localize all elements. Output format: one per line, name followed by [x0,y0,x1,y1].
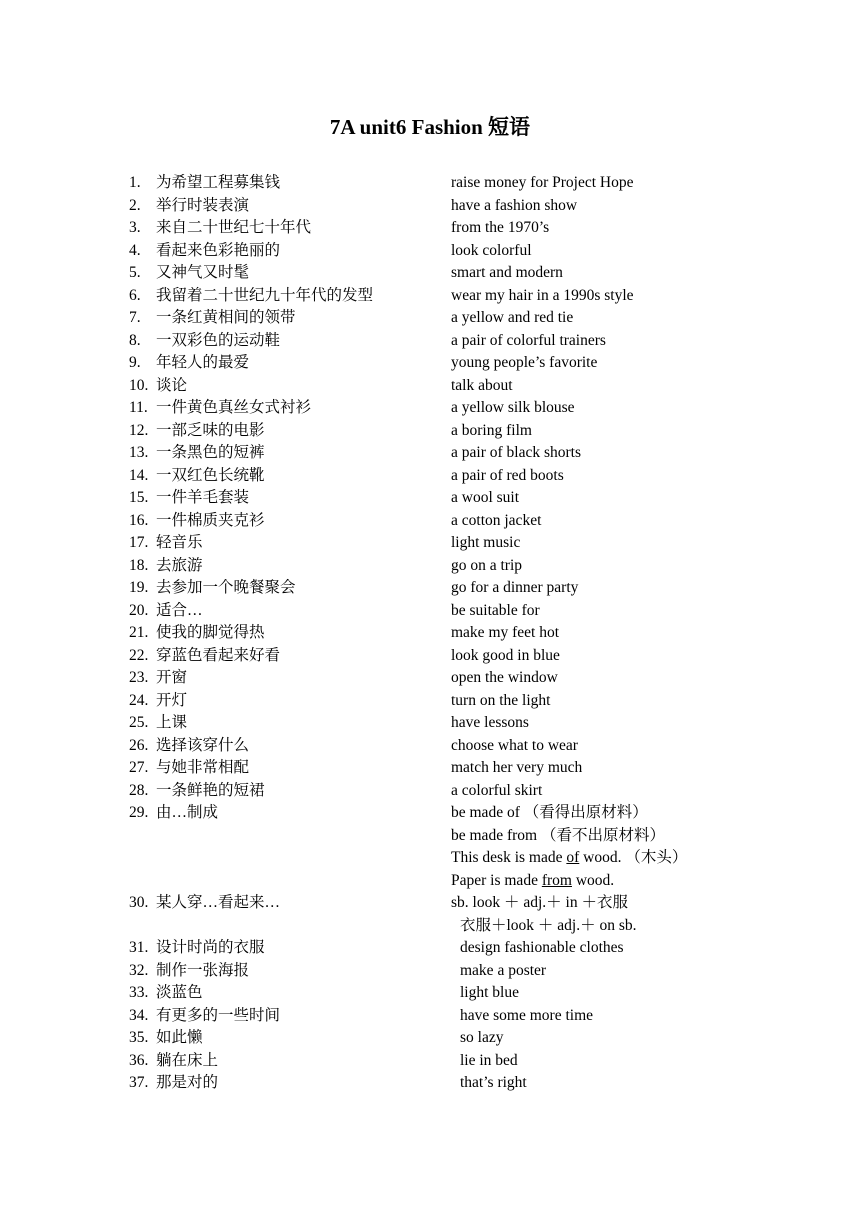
item-number: 28. [129,781,149,799]
item-number: 36. [129,1051,149,1069]
item-number: 33. [129,984,149,1001]
item-number: 15. [129,489,149,506]
example-sentence [129,847,769,870]
english-phrase: make a poster [460,961,547,979]
english-phrase: choose what to wear [451,736,578,754]
chinese-phrase: 为希望工程募集钱 [156,174,281,191]
english-phrase: a pair of red boots [451,466,564,484]
list-item-continuation [129,825,769,848]
list-item [129,555,769,578]
example-sentence [129,870,769,893]
english-phrase: be made of （看得出原材料） [451,804,648,821]
english-phrase: light blue [460,984,519,1001]
list-item [129,195,769,218]
list-item [129,285,769,308]
list-item [129,397,769,420]
chinese-phrase: 一条鲜艳的短裙 [156,781,265,799]
list-item [129,577,769,600]
english-phrase: a boring film [451,421,532,439]
english-phrase: a yellow silk blouse [451,399,575,416]
chinese-phrase: 去旅游 [156,556,203,574]
item-number: 29. [129,804,149,821]
chinese-phrase: 躺在床上 [156,1051,219,1069]
chinese-phrase: 开灯 [156,691,188,709]
english-phrase: sb. look ＋ adj.＋ in ＋衣服 [451,894,628,911]
item-number: 5. [129,264,141,281]
english-phrase: that’s right [460,1074,527,1091]
underlined-word: of [566,849,580,866]
english-phrase: have a fashion show [451,196,578,214]
item-number: 20. [129,601,149,619]
chinese-phrase: 一件黄色真丝女式衬衫 [156,399,312,416]
example-text-part: This desk is made [451,849,567,866]
item-number: 30. [129,894,149,911]
english-phrase: go for a dinner party [451,579,579,596]
english-phrase: make my feet hot [451,624,560,641]
chinese-phrase: 选择该穿什么 [156,736,250,754]
chinese-phrase: 我留着二十世纪九十年代的发型 [156,286,374,304]
chinese-phrase: 一条红黄相间的领带 [156,309,296,326]
list-item [129,690,769,713]
item-number: 4. [129,241,141,259]
list-item [129,780,769,803]
english-phrase: young people’s favorite [451,354,598,371]
example-text-part: wood. （木头） [579,849,688,866]
item-number: 11. [129,399,148,416]
chinese-phrase: 去参加一个晚餐聚会 [156,579,296,596]
example-text-part: wood. [571,871,615,889]
chinese-phrase: 一条黑色的短裤 [156,444,265,461]
list-item [129,352,769,375]
chinese-phrase: 一件棉质夹克衫 [156,511,265,529]
chinese-phrase: 又神气又时髦 [156,264,250,281]
item-number: 10. [129,376,149,394]
item-number: 13. [129,444,149,461]
chinese-phrase: 穿蓝色看起来好看 [156,646,281,664]
chinese-phrase: 一双彩色的运动鞋 [156,331,281,349]
item-number: 8. [129,331,141,349]
english-phrase: smart and modern [451,264,563,281]
item-number: 24. [129,691,149,709]
list-item [129,960,769,983]
english-phrase: a pair of colorful trainers [451,331,606,349]
list-item [129,420,769,443]
item-number: 25. [129,714,149,731]
chinese-phrase: 有更多的一些时间 [156,1006,281,1024]
english-phrase: from the 1970’s [451,219,550,236]
chinese-phrase: 某人穿…看起来… [156,894,281,911]
chinese-phrase: 设计时尚的衣服 [156,939,265,956]
chinese-phrase: 举行时装表演 [156,196,250,214]
list-item-continuation [129,915,769,938]
list-item [129,1072,769,1095]
list-item [129,172,769,195]
chinese-phrase: 制作一张海报 [156,961,250,979]
item-number: 31. [129,939,149,956]
item-number: 37. [129,1074,149,1091]
english-phrase: 衣服＋look ＋ adj.＋ on sb. [460,916,637,934]
chinese-phrase: 一双红色长统靴 [156,466,265,484]
item-number: 32. [129,961,149,979]
list-item [129,532,769,555]
list-item [129,757,769,780]
list-item [129,240,769,263]
chinese-phrase: 由…制成 [156,804,219,821]
example-text [451,847,687,870]
item-number: 21. [129,624,149,641]
item-number: 23. [129,669,149,686]
list-item [129,442,769,465]
chinese-phrase: 轻音乐 [156,534,203,551]
list-item [129,262,769,285]
item-number: 2. [129,196,141,214]
english-phrase: turn on the light [451,691,551,709]
list-item [129,667,769,690]
example-text-part: Paper is made [451,871,542,889]
chinese-phrase: 开窗 [156,669,188,686]
underlined-word: from [541,871,572,889]
chinese-phrase: 一件羊毛套装 [156,489,250,506]
list-item [129,1005,769,1028]
chinese-phrase: 上课 [156,714,188,731]
english-phrase: design fashionable clothes [460,939,624,956]
item-number: 3. [129,219,141,236]
chinese-phrase: 如此懒 [156,1029,203,1046]
list-item [129,802,769,825]
item-number: 35. [129,1029,149,1046]
english-phrase: raise money for Project Hope [451,174,634,191]
chinese-phrase: 看起来色彩艳丽的 [156,241,281,259]
english-phrase: be made from （看不出原材料） [451,826,665,844]
chinese-phrase: 来自二十世纪七十年代 [156,219,312,236]
example-text [451,870,614,893]
list-item [129,510,769,533]
page-title: 7A unit6 Fashion 短语 [329,115,531,139]
list-item [129,622,769,645]
list-item [129,375,769,398]
item-number: 16. [129,511,149,529]
list-item [129,465,769,488]
english-phrase: go on a trip [451,556,523,574]
english-phrase: look colorful [451,241,532,259]
english-phrase: have some more time [460,1006,593,1024]
chinese-phrase: 适合… [156,601,203,619]
list-item [129,645,769,668]
english-phrase: a cotton jacket [451,511,542,529]
english-phrase: a wool suit [451,489,520,506]
list-item [129,307,769,330]
chinese-phrase: 年轻人的最爱 [156,354,250,371]
list-item [129,487,769,510]
list-item [129,892,769,915]
english-phrase: light music [451,534,521,551]
list-item [129,217,769,240]
english-phrase: talk about [451,376,513,394]
list-item [129,1050,769,1073]
english-phrase: a pair of black shorts [451,444,581,461]
item-number: 1. [129,174,141,191]
item-number: 12. [129,421,149,439]
list-item [129,982,769,1005]
item-number: 7. [129,309,141,326]
list-item [129,600,769,623]
chinese-phrase: 与她非常相配 [156,759,250,776]
item-number: 22. [129,646,149,664]
item-number: 17. [129,534,149,551]
item-number: 19. [129,579,149,596]
chinese-phrase: 谈论 [156,376,188,394]
english-phrase: lie in bed [460,1051,518,1069]
phrase-list [129,172,769,1095]
english-phrase: look good in blue [451,646,560,664]
list-item [129,1027,769,1050]
item-number: 27. [129,759,149,776]
list-item [129,937,769,960]
english-phrase: be suitable for [451,601,540,619]
english-phrase: a colorful skirt [451,781,543,799]
english-phrase: so lazy [460,1029,504,1046]
item-number: 6. [129,286,141,304]
list-item [129,330,769,353]
chinese-phrase: 一部乏味的电影 [156,421,265,439]
english-phrase: have lessons [451,714,529,731]
item-number: 14. [129,466,149,484]
chinese-phrase: 那是对的 [156,1074,219,1091]
list-item [129,712,769,735]
item-number: 9. [129,354,141,371]
item-number: 26. [129,736,149,754]
list-item [129,735,769,758]
item-number: 18. [129,556,149,574]
chinese-phrase: 淡蓝色 [156,984,203,1001]
english-phrase: wear my hair in a 1990s style [451,286,634,304]
chinese-phrase: 使我的脚觉得热 [156,624,265,641]
english-phrase: match her very much [451,759,583,776]
item-number: 34. [129,1006,149,1024]
english-phrase: open the window [451,669,558,686]
english-phrase: a yellow and red tie [451,309,574,326]
